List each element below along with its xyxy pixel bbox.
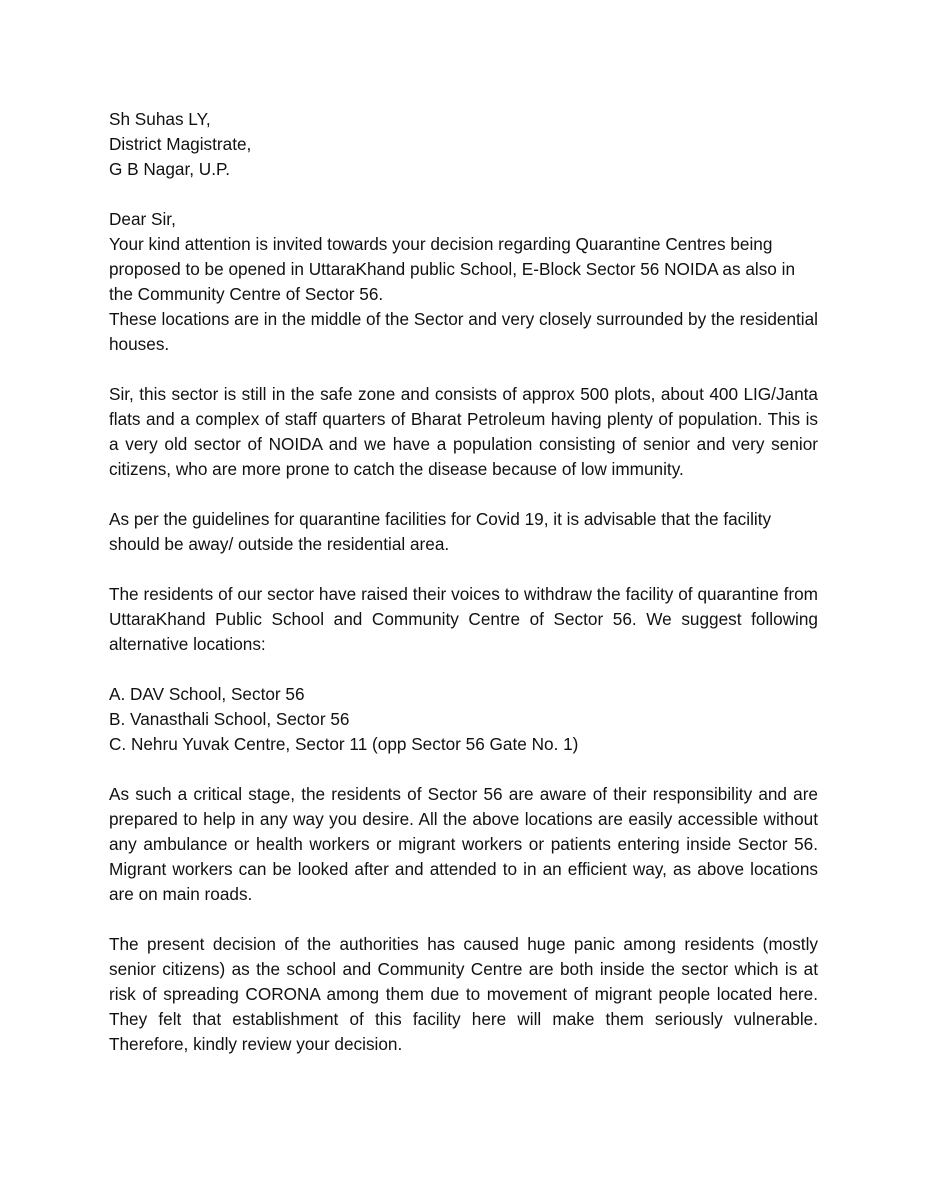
paragraph-guidelines: As per the guidelines for quarantine facilities for Covid 19, it is advisable that the facility should be away/ outside the residential area. [109, 509, 772, 554]
spacer [109, 357, 818, 382]
paragraph-location: These locations are in the middle of the Sector and very closely surrounded by the residential houses. [109, 309, 818, 354]
alternative-locations-list [109, 682, 818, 757]
address-line-location: G B Nagar, U.P. [109, 159, 231, 179]
paragraph-sector-details: Sir, this sector is still in the safe zone and consists of approx 500 plots, about 400 LIG/Janta flats and a complex of staff quarters of Bharat Petroleum having plenty of population. This is a very old sector of NOIDA and we have a population consisting of senior and very senior citizens, who are more prone to catch the disease because of low immunity. [109, 384, 818, 479]
paragraph-conclusion: The present decision of the authorities has caused huge panic among residents (mostly senior citizens) as the school and Community Centre are both inside the sector which is at risk of spreading CORONA among them due to movement of migrant people located here. They felt that establishment of this facility here will make them seriously vulnerable. Therefore, kindly review your decision. [109, 934, 818, 1054]
paragraph-residents-request: The residents of our sector have raised their voices to withdraw the facility of quarantine from UttaraKhand Public School and Community Centre of Sector 56. We suggest following alternative locations: [109, 584, 818, 654]
spacer [109, 657, 818, 682]
spacer [109, 907, 818, 932]
paragraph-critical-stage: As such a critical stage, the residents of Sector 56 are aware of their responsibility and are prepared to help in any way you desire. All the above locations are easily accessible without any ambulance or health workers or migrant workers or patients entering inside Sector 56. Migrant workers can be looked after and attended to in an efficient way, as above locations are on main roads. [109, 784, 818, 904]
paragraph-intro: Your kind attention is invited towards your decision regarding Quarantine Centres being proposed to be opened in UttaraKhand public School, E-Block Sector 56 NOIDA as also in the Community Centre of Sector 56. [109, 234, 795, 304]
spacer [109, 757, 818, 782]
spacer [109, 557, 818, 582]
spacer [109, 182, 818, 207]
address-line-name: Sh Suhas LY, [109, 109, 211, 129]
recipient-address [109, 107, 818, 182]
list-item: B. Vanasthali School, Sector 56 [109, 709, 350, 729]
salutation: Dear Sir, [109, 209, 176, 229]
address-line-title: District Magistrate, [109, 134, 252, 154]
letter-document [109, 107, 818, 1057]
list-item: A. DAV School, Sector 56 [109, 684, 305, 704]
list-item: C. Nehru Yuvak Centre, Sector 11 (opp Sector 56 Gate No. 1) [109, 734, 579, 754]
spacer [109, 482, 818, 507]
